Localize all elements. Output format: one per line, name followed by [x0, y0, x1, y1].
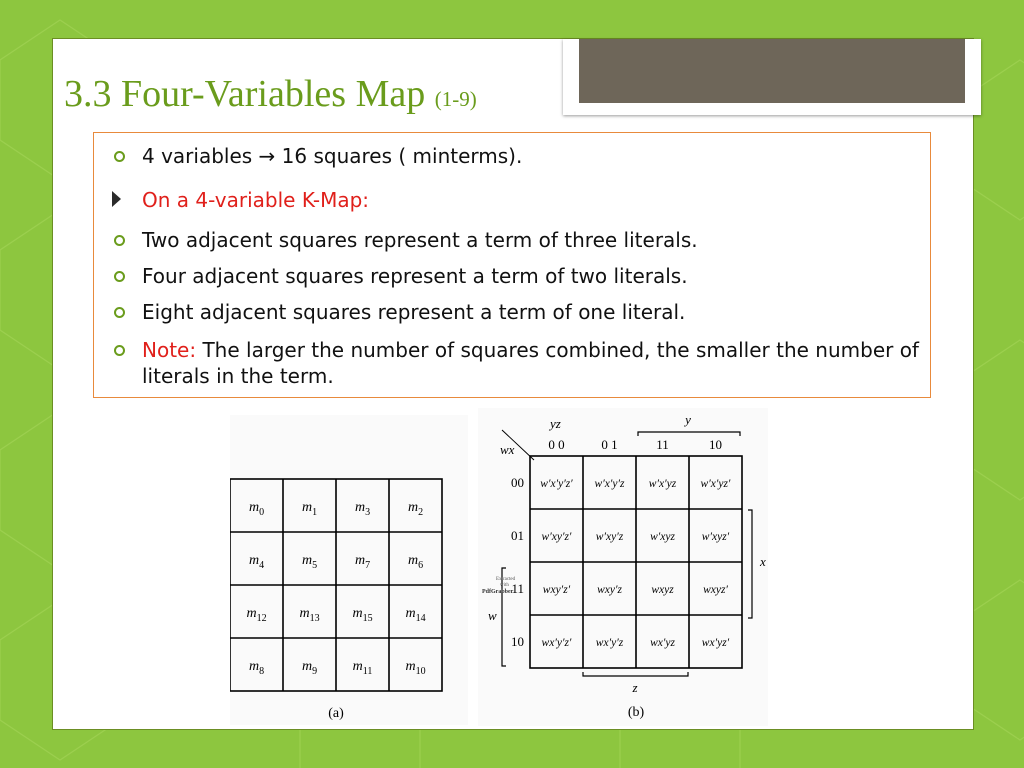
term-cell: w′x′yz [648, 478, 677, 490]
term-cell: wx′yz′ [701, 637, 730, 649]
title-main: 3.3 Four-Variables Map [64, 73, 426, 115]
bullet-item [142, 299, 922, 325]
caption-a: (a) [328, 706, 344, 721]
circle-bullet-icon [114, 345, 125, 356]
term-cell: w′xyz [650, 531, 675, 543]
minterm-cell: $m_2$ [407, 500, 424, 518]
w-bracket-label: w [488, 608, 497, 623]
term-cell: wx′yz [650, 637, 675, 649]
title-sub: (1-9) [434, 87, 477, 111]
watermark-line: with [500, 583, 509, 588]
row-header: 10 [511, 634, 524, 649]
circle-bullet-icon [114, 235, 125, 246]
slide-title [64, 72, 477, 116]
y-bracket [638, 432, 740, 436]
circle-bullet-icon [114, 271, 125, 282]
watermark-line: PdfGrabber [482, 589, 514, 595]
column-header: 11 [656, 437, 669, 452]
minterm-cell: $m_3$ [354, 500, 371, 518]
column-header: 10 [709, 437, 722, 452]
minterm-cell: $m_0$ [248, 500, 265, 518]
minterm-cell: $m_8$ [248, 659, 265, 677]
minterm-map [230, 415, 468, 725]
bullet-text: On a 4-variable K-Map: [142, 188, 370, 212]
bullet-text: Two adjacent squares represent a term of three literals. [142, 228, 698, 252]
z-bracket [583, 672, 688, 676]
column-header: 0 0 [548, 437, 565, 452]
circle-bullet-icon [114, 151, 125, 162]
term-cell: w′xyz′ [701, 531, 730, 543]
col-var-label: yz [550, 416, 561, 431]
minterm-cell: $m_{11}$ [352, 659, 373, 677]
y-bracket-label: y [685, 412, 691, 427]
bullet-text: Eight adjacent squares represent a term of one literal. [142, 300, 686, 324]
bullet-item [142, 187, 922, 213]
minterm-cell: $m_{12}$ [246, 606, 267, 624]
minterm-cell: $m_6$ [407, 553, 424, 571]
minterm-cell: $m_{15}$ [352, 606, 373, 624]
minterm-cell: $m_9$ [301, 659, 318, 677]
bullet-item [142, 263, 922, 289]
watermark-line: Extracted [496, 577, 516, 582]
minterm-cell: $m_{10}$ [405, 659, 426, 677]
content-box [93, 132, 931, 398]
term-cell: wxyz′ [703, 584, 728, 596]
row-header: 01 [511, 528, 524, 543]
minterm-cell: $m_7$ [354, 553, 371, 571]
circle-bullet-icon [114, 307, 125, 318]
term-cell: wx′y′z [595, 637, 624, 649]
x-bracket [748, 510, 752, 618]
z-bracket-label: z [632, 680, 638, 695]
term-cell: w′x′yz′ [700, 478, 731, 490]
row-header: 00 [511, 475, 524, 490]
minterm-cell: $m_1$ [301, 500, 318, 518]
minterm-cell: $m_5$ [301, 553, 318, 571]
term-cell: wxyz [651, 584, 674, 596]
x-bracket-label: x [760, 554, 766, 569]
figure-b [478, 408, 768, 726]
bullet-text: The larger the number of squares combined, the smaller the number of literals in the term. [142, 338, 919, 388]
bullet-item [142, 227, 922, 253]
row-var-label: wx [500, 442, 515, 457]
bullet-item [142, 143, 922, 169]
arrow-bullet-icon [112, 191, 121, 207]
bullet-text: Four adjacent squares represent a term of two literals. [142, 264, 688, 288]
term-cell: w′xy′z′ [541, 531, 572, 543]
term-cell: w′x′y′z′ [540, 478, 573, 490]
kmap-variables [478, 408, 768, 726]
minterm-cell: $m_4$ [248, 553, 265, 571]
row-header: 11 [511, 581, 524, 596]
minterm-cell: $m_{13}$ [299, 606, 320, 624]
term-cell: wx′y′z′ [541, 637, 572, 649]
term-cell: w′xy′z [595, 531, 624, 543]
minterm-cell: $m_{14}$ [405, 606, 426, 624]
term-cell: wxy′z′ [542, 584, 571, 596]
figure-a [230, 415, 468, 725]
note-label: Note: [142, 338, 197, 362]
header-photo-frame [563, 39, 981, 115]
term-cell: wxy′z [597, 584, 622, 596]
header-photo [579, 39, 965, 103]
bullet-text: 4 variables → 16 squares ( minterms). [142, 144, 523, 168]
caption-b: (b) [627, 705, 645, 720]
column-header: 0 1 [601, 437, 618, 452]
bullet-item [142, 337, 922, 389]
term-cell: w′x′y′z [594, 478, 625, 490]
